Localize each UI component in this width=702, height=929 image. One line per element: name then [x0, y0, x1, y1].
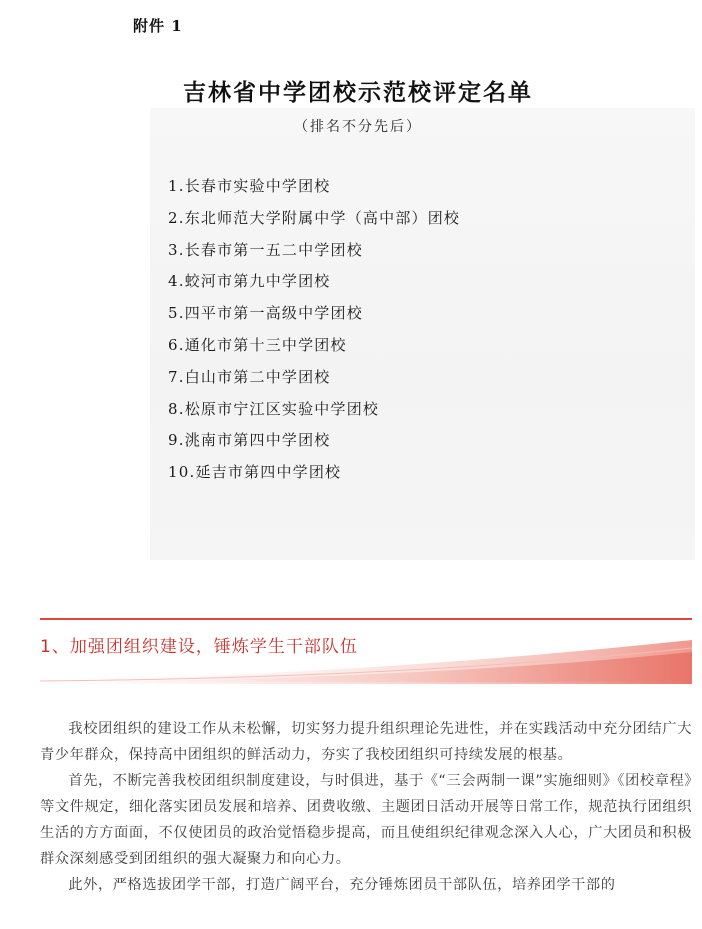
school-list-item: 8.松原市宁江区实验中学团校 [168, 399, 380, 418]
document-title: 吉林省中学团校示范校评定名单 [183, 79, 533, 106]
school-list-item: 3.长春市第一五二中学团校 [168, 240, 363, 259]
section-title: 1、加强团组织建设，锤炼学生干部队伍 [40, 637, 358, 657]
school-list-item: 5.四平市第一高级中学团校 [168, 304, 363, 323]
document-subtitle: （排名不分先后） [294, 119, 422, 135]
attachment-label: 附件 1 [133, 17, 183, 35]
school-list-item: 4.蛟河市第九中学团校 [168, 272, 331, 291]
section-header-banner [40, 618, 692, 684]
school-list-item: 6.通化市第十三中学团校 [168, 335, 347, 354]
school-list [168, 175, 460, 493]
school-list-item: 7.白山市第二中学团校 [168, 367, 331, 386]
paragraph: 我校团组织的建设工作从未松懈，切实努力提升组织理论先进性，并在实践活动中充分团结广大青少年群众，保持高中团组织的鲜活动力，夯实了我校团组织可持续发展的根基。 [40, 721, 692, 763]
paragraph: 首先，不断完善我校团组织制度建设，与时俱进，基于《“三会两制一课”实施细则》《团校章程》等文件规定，细化落实团员发展和培养、团费收缴、主题团日活动开展等日常工作，规范执行团组织生活的方方面面，不仅使团员的政治觉悟稳步提高，而且使组织纪律观念深入人心，广大团员和积极群众深刻感受到团组织的强大凝聚力和向心力。 [40, 773, 692, 867]
article-body [40, 716, 692, 898]
school-list-item: 2.东北师范大学附属中学（高中部）团校 [168, 208, 461, 227]
school-list-item: 9.洮南市第四中学团校 [168, 431, 331, 450]
school-list-item: 1.长春市实验中学团校 [168, 177, 331, 195]
school-list-item: 10.延吉市第四中学团校 [168, 463, 342, 482]
paragraph: 此外，严格选拔团学干部，打造广阔平台，充分锤炼团员干部队伍，培养团学干部的 [68, 877, 616, 893]
